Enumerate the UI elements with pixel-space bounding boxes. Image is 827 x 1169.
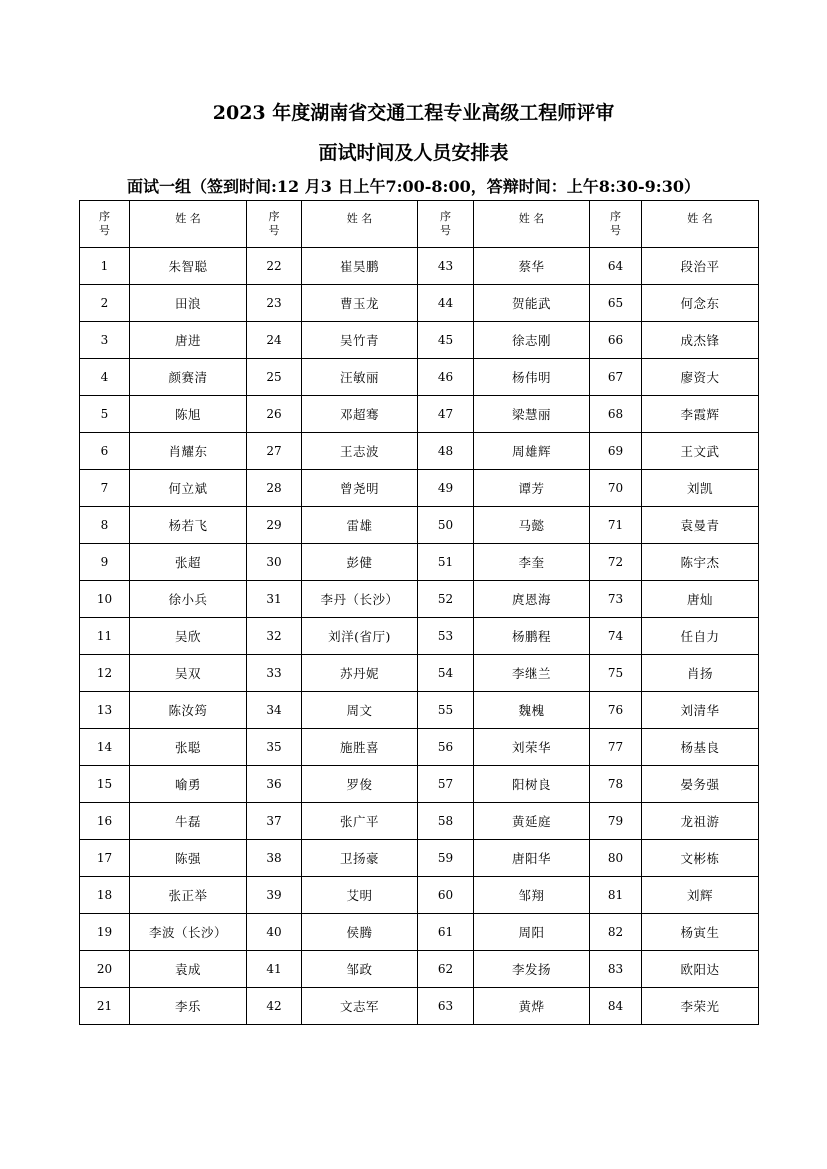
person-name-cell: 牛磊: [130, 803, 247, 840]
sequence-number-cell: 30: [247, 544, 302, 581]
table-row: [80, 655, 759, 692]
sequence-number-cell: 75: [590, 655, 642, 692]
sequence-number-cell: 52: [418, 581, 474, 618]
person-name-cell: 曹玉龙: [302, 285, 418, 322]
sequence-number-cell: 65: [590, 285, 642, 322]
person-name-cell: 陈旭: [130, 396, 247, 433]
person-name-cell: 贺能武: [474, 285, 590, 322]
person-name-cell: 刘清华: [642, 692, 759, 729]
person-name-cell: 侯腾: [302, 914, 418, 951]
person-name-cell: 曾尧明: [302, 470, 418, 507]
person-name-cell: 朱智聪: [130, 248, 247, 285]
person-name-cell: 李荣光: [642, 988, 759, 1025]
sequence-number-cell: 77: [590, 729, 642, 766]
person-name-cell: 陈汝筠: [130, 692, 247, 729]
column-header-name: 姓 名: [474, 201, 590, 248]
table-row: [80, 544, 759, 581]
sequence-number-cell: 40: [247, 914, 302, 951]
person-name-cell: 吴双: [130, 655, 247, 692]
sequence-number-cell: 44: [418, 285, 474, 322]
table-row: [80, 692, 759, 729]
person-name-cell: 黄延庭: [474, 803, 590, 840]
person-name-cell: 阳树良: [474, 766, 590, 803]
sequence-number-cell: 61: [418, 914, 474, 951]
person-name-cell: 李乐: [130, 988, 247, 1025]
person-name-cell: 周文: [302, 692, 418, 729]
sequence-number-cell: 73: [590, 581, 642, 618]
person-name-cell: 陈强: [130, 840, 247, 877]
sequence-number-cell: 57: [418, 766, 474, 803]
person-name-cell: 袁曼青: [642, 507, 759, 544]
person-name-cell: 杨伟明: [474, 359, 590, 396]
person-name-cell: 张正举: [130, 877, 247, 914]
person-name-cell: 袁成: [130, 951, 247, 988]
sequence-number-cell: 7: [80, 470, 130, 507]
sequence-number-cell: 34: [247, 692, 302, 729]
table-row: [80, 507, 759, 544]
person-name-cell: 卫扬豪: [302, 840, 418, 877]
table-row: [80, 470, 759, 507]
person-name-cell: 文志军: [302, 988, 418, 1025]
person-name-cell: 吴竹青: [302, 322, 418, 359]
sequence-number-cell: 59: [418, 840, 474, 877]
sequence-number-cell: 1: [80, 248, 130, 285]
sequence-number-cell: 51: [418, 544, 474, 581]
sequence-number-cell: 76: [590, 692, 642, 729]
sequence-number-cell: 71: [590, 507, 642, 544]
person-name-cell: 杨鹏程: [474, 618, 590, 655]
sequence-number-cell: 15: [80, 766, 130, 803]
person-name-cell: 刘凯: [642, 470, 759, 507]
person-name-cell: 徐小兵: [130, 581, 247, 618]
column-header-number: 序号: [590, 201, 642, 248]
sequence-number-cell: 26: [247, 396, 302, 433]
sequence-number-cell: 74: [590, 618, 642, 655]
person-name-cell: 王文武: [642, 433, 759, 470]
column-header-name: 姓 名: [130, 201, 247, 248]
person-name-cell: 唐灿: [642, 581, 759, 618]
person-name-cell: 魏槐: [474, 692, 590, 729]
sequence-number-cell: 36: [247, 766, 302, 803]
person-name-cell: 吴欣: [130, 618, 247, 655]
person-name-cell: 张广平: [302, 803, 418, 840]
sequence-number-cell: 9: [80, 544, 130, 581]
person-name-cell: 何立斌: [130, 470, 247, 507]
sequence-number-cell: 37: [247, 803, 302, 840]
sequence-number-cell: 35: [247, 729, 302, 766]
sequence-number-cell: 14: [80, 729, 130, 766]
person-name-cell: 黄烨: [474, 988, 590, 1025]
table-row: [80, 581, 759, 618]
table-row: [80, 766, 759, 803]
sequence-number-cell: 25: [247, 359, 302, 396]
sequence-number-cell: 31: [247, 581, 302, 618]
sequence-number-cell: 45: [418, 322, 474, 359]
person-name-cell: 肖扬: [642, 655, 759, 692]
person-name-cell: 晏务强: [642, 766, 759, 803]
person-name-cell: 李奎: [474, 544, 590, 581]
sequence-number-cell: 53: [418, 618, 474, 655]
sequence-number-cell: 13: [80, 692, 130, 729]
person-name-cell: 刘辉: [642, 877, 759, 914]
column-header-number: 序号: [418, 201, 474, 248]
sequence-number-cell: 79: [590, 803, 642, 840]
sequence-number-cell: 43: [418, 248, 474, 285]
table-row: [80, 914, 759, 951]
sequence-number-cell: 29: [247, 507, 302, 544]
table-row: [80, 803, 759, 840]
column-header-number: 序号: [80, 201, 130, 248]
sequence-number-cell: 4: [80, 359, 130, 396]
person-name-cell: 马懿: [474, 507, 590, 544]
person-name-cell: 汪敏丽: [302, 359, 418, 396]
sequence-number-cell: 83: [590, 951, 642, 988]
sequence-number-cell: 80: [590, 840, 642, 877]
sequence-number-cell: 64: [590, 248, 642, 285]
sequence-number-cell: 3: [80, 322, 130, 359]
sequence-number-cell: 48: [418, 433, 474, 470]
sequence-number-cell: 27: [247, 433, 302, 470]
sequence-number-cell: 8: [80, 507, 130, 544]
sequence-number-cell: 54: [418, 655, 474, 692]
person-name-cell: 庹恩海: [474, 581, 590, 618]
person-name-cell: 杨若飞: [130, 507, 247, 544]
sequence-number-cell: 32: [247, 618, 302, 655]
person-name-cell: 周阳: [474, 914, 590, 951]
sequence-number-cell: 5: [80, 396, 130, 433]
person-name-cell: 邓超骞: [302, 396, 418, 433]
sequence-number-cell: 49: [418, 470, 474, 507]
sequence-number-cell: 10: [80, 581, 130, 618]
sequence-number-cell: 50: [418, 507, 474, 544]
sequence-number-cell: 18: [80, 877, 130, 914]
person-name-cell: 唐阳华: [474, 840, 590, 877]
sequence-number-cell: 62: [418, 951, 474, 988]
sequence-number-cell: 67: [590, 359, 642, 396]
sequence-number-cell: 33: [247, 655, 302, 692]
table-row: [80, 877, 759, 914]
table-row: [80, 396, 759, 433]
person-name-cell: 李继兰: [474, 655, 590, 692]
table-row: [80, 433, 759, 470]
sequence-number-cell: 23: [247, 285, 302, 322]
person-name-cell: 张超: [130, 544, 247, 581]
sequence-number-cell: 68: [590, 396, 642, 433]
sequence-number-cell: 19: [80, 914, 130, 951]
sequence-number-cell: 39: [247, 877, 302, 914]
sequence-number-cell: 22: [247, 248, 302, 285]
person-name-cell: 廖资大: [642, 359, 759, 396]
sequence-number-cell: 12: [80, 655, 130, 692]
person-name-cell: 刘洋(省厅): [302, 618, 418, 655]
sequence-number-cell: 55: [418, 692, 474, 729]
person-name-cell: 梁慧丽: [474, 396, 590, 433]
table-row: [80, 359, 759, 396]
person-name-cell: 邹政: [302, 951, 418, 988]
person-name-cell: 谭芳: [474, 470, 590, 507]
sequence-number-cell: 66: [590, 322, 642, 359]
table-row: [80, 840, 759, 877]
person-name-cell: 蔡华: [474, 248, 590, 285]
person-name-cell: 肖耀东: [130, 433, 247, 470]
person-name-cell: 欧阳达: [642, 951, 759, 988]
sequence-number-cell: 11: [80, 618, 130, 655]
roster-table: [79, 200, 759, 1025]
table-row: [80, 988, 759, 1025]
person-name-cell: 李波（长沙）: [130, 914, 247, 951]
sequence-number-cell: 6: [80, 433, 130, 470]
sequence-number-cell: 56: [418, 729, 474, 766]
person-name-cell: 王志波: [302, 433, 418, 470]
table-header-row: [80, 201, 759, 248]
sequence-number-cell: 82: [590, 914, 642, 951]
table-row: [80, 285, 759, 322]
person-name-cell: 施胜喜: [302, 729, 418, 766]
sequence-number-cell: 70: [590, 470, 642, 507]
sequence-number-cell: 81: [590, 877, 642, 914]
sequence-number-cell: 42: [247, 988, 302, 1025]
sequence-number-cell: 46: [418, 359, 474, 396]
document-title: 2023 年度湖南省交通工程专业高级工程师评审: [212, 102, 615, 124]
sequence-number-cell: 47: [418, 396, 474, 433]
person-name-cell: 何念东: [642, 285, 759, 322]
person-name-cell: 崔昊鹏: [302, 248, 418, 285]
roster-table-body: [80, 248, 759, 1025]
person-name-cell: 成杰锋: [642, 322, 759, 359]
column-header-number: 序号: [247, 201, 302, 248]
sequence-number-cell: 16: [80, 803, 130, 840]
sequence-number-cell: 20: [80, 951, 130, 988]
person-name-cell: 李发扬: [474, 951, 590, 988]
column-header-name: 姓 名: [642, 201, 759, 248]
sequence-number-cell: 17: [80, 840, 130, 877]
person-name-cell: 段治平: [642, 248, 759, 285]
sequence-number-cell: 69: [590, 433, 642, 470]
column-header-name: 姓 名: [302, 201, 418, 248]
sequence-number-cell: 58: [418, 803, 474, 840]
person-name-cell: 杨寅生: [642, 914, 759, 951]
table-row: [80, 729, 759, 766]
person-name-cell: 颜赛清: [130, 359, 247, 396]
person-name-cell: 徐志刚: [474, 322, 590, 359]
person-name-cell: 周雄辉: [474, 433, 590, 470]
table-row: [80, 618, 759, 655]
sequence-number-cell: 24: [247, 322, 302, 359]
person-name-cell: 邹翔: [474, 877, 590, 914]
sequence-number-cell: 72: [590, 544, 642, 581]
person-name-cell: 李霞辉: [642, 396, 759, 433]
person-name-cell: 喻勇: [130, 766, 247, 803]
document-subtitle-title: 面试时间及人员安排表: [318, 142, 509, 164]
person-name-cell: 雷雄: [302, 507, 418, 544]
table-row: [80, 248, 759, 285]
person-name-cell: 刘荣华: [474, 729, 590, 766]
person-name-cell: 张聪: [130, 729, 247, 766]
person-name-cell: 龙祖游: [642, 803, 759, 840]
sequence-number-cell: 41: [247, 951, 302, 988]
sequence-number-cell: 84: [590, 988, 642, 1025]
sequence-number-cell: 60: [418, 877, 474, 914]
person-name-cell: 彭健: [302, 544, 418, 581]
sequence-number-cell: 21: [80, 988, 130, 1025]
person-name-cell: 陈宇杰: [642, 544, 759, 581]
person-name-cell: 任自力: [642, 618, 759, 655]
person-name-cell: 唐进: [130, 322, 247, 359]
person-name-cell: 苏丹妮: [302, 655, 418, 692]
table-row: [80, 951, 759, 988]
sequence-number-cell: 2: [80, 285, 130, 322]
person-name-cell: 杨基良: [642, 729, 759, 766]
sequence-number-cell: 28: [247, 470, 302, 507]
sequence-number-cell: 63: [418, 988, 474, 1025]
person-name-cell: 罗俊: [302, 766, 418, 803]
person-name-cell: 李丹（长沙）: [302, 581, 418, 618]
person-name-cell: 艾明: [302, 877, 418, 914]
sequence-number-cell: 78: [590, 766, 642, 803]
table-row: [80, 322, 759, 359]
sequence-number-cell: 38: [247, 840, 302, 877]
person-name-cell: 文彬栋: [642, 840, 759, 877]
person-name-cell: 田浪: [130, 285, 247, 322]
group-schedule-note: 面试一组（签到时间:12 月3 日上午7:00-8:00，答辩时间：上午8:30-9:30）: [127, 177, 700, 196]
